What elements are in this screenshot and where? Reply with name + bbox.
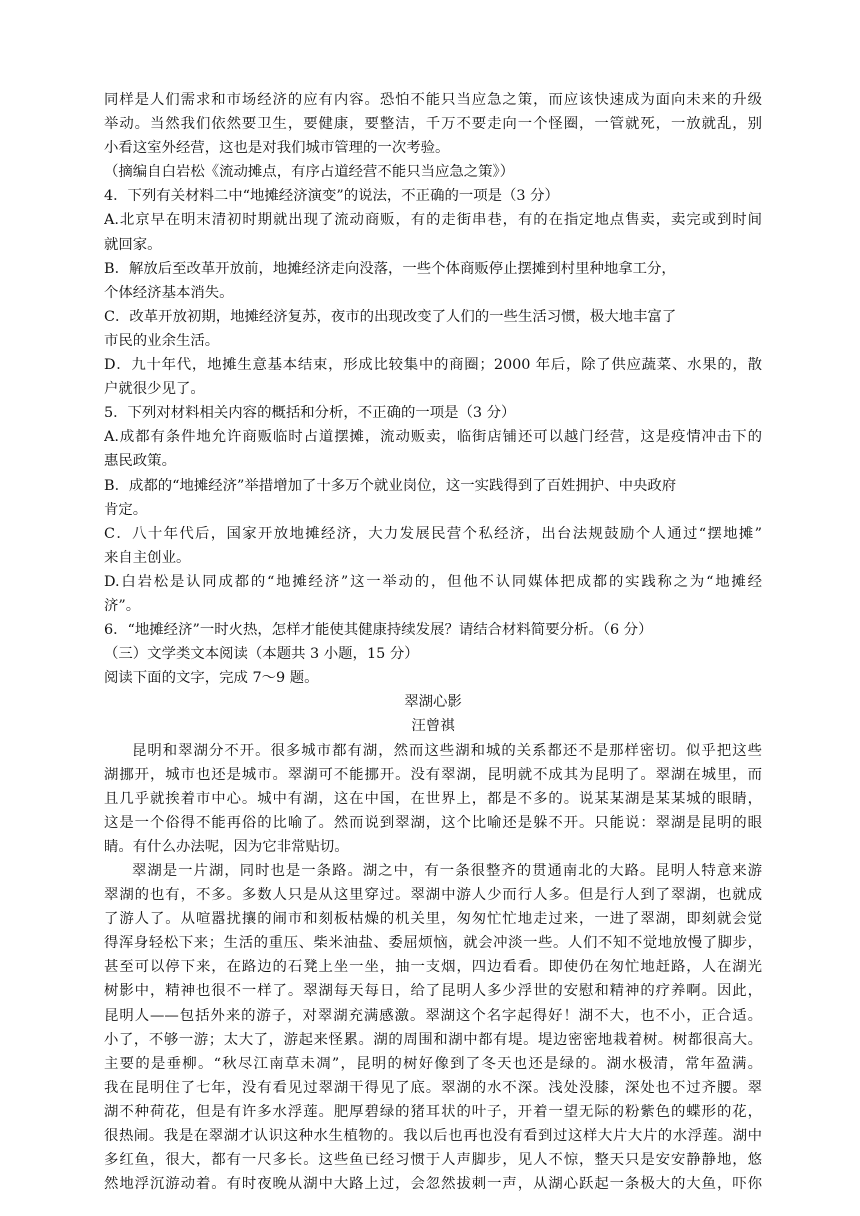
essay-title: 翠湖心影	[404, 694, 462, 711]
q4-option-d-cont: 户就很少见了。	[104, 381, 205, 398]
paragraph-line: 我在昆明住了七年，没有看见过翠湖干得见了底。翠湖的水不深。浅处没膝，深处也不过齐腰。翠	[104, 1079, 762, 1096]
paragraph-line: 这是一个俗得不能再俗的比喻了。然而说到翠湖，这个比喻还是躲不开。只能说：翠湖是昆明的眼	[104, 814, 762, 831]
question-5-stem: 5．下列对材料相关内容的概括和分析，不正确的一项是（3 分）	[104, 405, 516, 422]
paragraph-line: 昆明和翠湖分不开。很多城市都有湖，然而这些湖和城的关系都还不是那样密切。似乎把这些	[132, 742, 762, 759]
question-6: 6．“地摊经济”一时火热，怎样才能使其健康持续发展？请结合材料简要分析。（6 分）	[104, 622, 653, 639]
q4-option-c-cont: 市民的业余生活。	[104, 332, 220, 349]
paragraph-line: 昆明人——包括外来的游子，对翠湖充满感激。翠湖这个名字起得好！湖不大，也不小，正合适。	[104, 1007, 762, 1024]
paragraph-line: 且几乎就挨着市中心。城中有湖，这在中国，在世界上，都是不多的。说某某湖是某某城的眼睛，	[104, 790, 762, 807]
paragraph-line: 得浑身轻松下来；生活的重压、柴米油盐、委屈烦恼，就会冲淡一些。人们不知不觉地放慢了脚步，	[104, 935, 762, 952]
question-4-stem: 4．下列有关材料二中“地摊经济演变”的说法，不正确的一项是（3 分）	[104, 188, 559, 205]
q4-option-a-cont: 就回家。	[104, 236, 162, 253]
paragraph-line: 树影中，精神也很不一样了。翠湖每天每日，给了昆明人多少浮世的安慰和精神的疗养啊。因此，	[104, 983, 762, 1000]
text-line: 小看这室外经营，这也是对我们城市管理的一次考验。	[104, 140, 450, 157]
paragraph-line: 小了，不够一游；太大了，游起来怪累。湖的周围和湖中都有堤。堤边密密地栽着树。树都很高大。	[104, 1031, 762, 1048]
q5-option-b: B．成都的“地摊经济”举措增加了十多万个就业岗位，这一实践得到了百姓拥护、中央政府	[104, 477, 677, 494]
paragraph-line: 翠湖的也有，不多。多数人只是从这里穿过。翠湖中游人少而行人多。但是行人到了翠湖，也就成	[104, 887, 762, 904]
q4-option-b: B．解放后至改革开放前，地摊经济走向没落，一些个体商贩停止摆摊到村里种地拿工分，	[104, 260, 676, 277]
text-line: 同样是人们需求和市场经济的应有内容。恐怕不能只当应急之策，而应该快速成为面向未来的升级	[104, 92, 762, 108]
paragraph-line: 主要的是垂柳。“秋尽江南草未凋”，昆明的树好像到了冬天也还是绿的。湖水极清，常年盈满。	[104, 1055, 762, 1072]
q5-option-d-cont: 济”。	[104, 597, 141, 614]
section-heading: （三）文学类文本阅读（本题共 3 小题，15 分）	[104, 646, 419, 663]
q5-option-c: C．八十年代后，国家开放地摊经济，大力发展民营个私经济，出台法规鼓励个人通过“摆地摊”	[104, 525, 762, 542]
text-line: 举动。当然我们依然要卫生，要健康，要整洁，千万不要走向一个怪圈，一管就死，一放就乱，别	[104, 116, 762, 133]
source-citation: （摘编自白岩松《流动摊点，有序占道经营不能只当应急之策》）	[104, 164, 515, 181]
paragraph-line: 多红鱼，很大，都有一尺多长。这些鱼已经习惯于人声脚步，见人不惊，整天只是安安静静地，悠	[104, 1152, 762, 1169]
q5-option-b-cont: 肯定。	[104, 501, 148, 518]
q5-option-d: D.白岩松是认同成都的“地摊经济”这一举动的，但他不认同媒体把成都的实践称之为“地摊经	[104, 573, 762, 590]
q4-option-d: D．九十年代，地摊生意基本结束，形成比较集中的商圈；2000 年后，除了供应蔬菜、水果的，散	[104, 357, 762, 374]
paragraph-line: 翠湖是一片湖，同时也是一条路。湖之中，有一条很整齐的贯通南北的大路。昆明人特意来游	[132, 863, 762, 879]
paragraph-line: 了游人了。从喧嚣扰攘的闹市和刻板枯燥的机关里，匆匆忙忙地走过来，一进了翠湖，即刻就会觉	[104, 911, 762, 928]
reading-instruction: 阅读下面的文字，完成 7～9 题。	[104, 670, 319, 687]
q4-option-b-cont: 个体经济基本消失。	[104, 284, 234, 301]
paragraph-line: 很热闹。我是在翠湖才认识这种水生植物的。我以后也再也没有看到过这样大片大片的水浮莲。湖中	[104, 1128, 762, 1145]
essay-author: 汪曾祺	[411, 718, 455, 735]
paragraph-line: 然地浮沉游动着。有时夜晚从湖中大路上过，会忽然拔刺一声，从湖心跃起一条极大的大鱼，吓你	[104, 1176, 762, 1193]
paragraph-line: 湖不种荷花，但是有许多水浮莲。肥厚碧绿的猪耳状的叶子，开着一望无际的粉紫色的蝶形的花，	[104, 1103, 762, 1120]
q4-option-a: A.北京早在明末清初时期就出现了流动商贩，有的走街串巷，有的在指定地点售卖，卖完或到时间	[104, 212, 762, 229]
paragraph-line: 甚至可以停下来，在路边的石凳上坐一坐，抽一支烟，四边看看。即使仍在匆忙地赶路，人在湖光	[104, 959, 762, 976]
q5-option-a: A.成都有条件地允许商贩临时占道摆摊，流动贩卖，临街店铺还可以越门经营，这是疫情冲击下的	[104, 429, 762, 446]
q4-option-c: C．改革开放初期，地摊经济复苏，夜市的出现改变了人们的一些生活习惯，极大地丰富了	[104, 308, 677, 325]
paragraph-line: 湖挪开，城市也还是城市。翠湖可不能挪开。没有翠湖，昆明就不成其为昆明了。翠湖在城里，而	[104, 766, 762, 783]
paragraph-line: 睛。有什么办法呢，因为它非常贴切。	[104, 838, 349, 855]
q5-option-a-cont: 惠民政策。	[104, 453, 176, 470]
q5-option-c-cont: 来自主创业。	[104, 549, 191, 566]
